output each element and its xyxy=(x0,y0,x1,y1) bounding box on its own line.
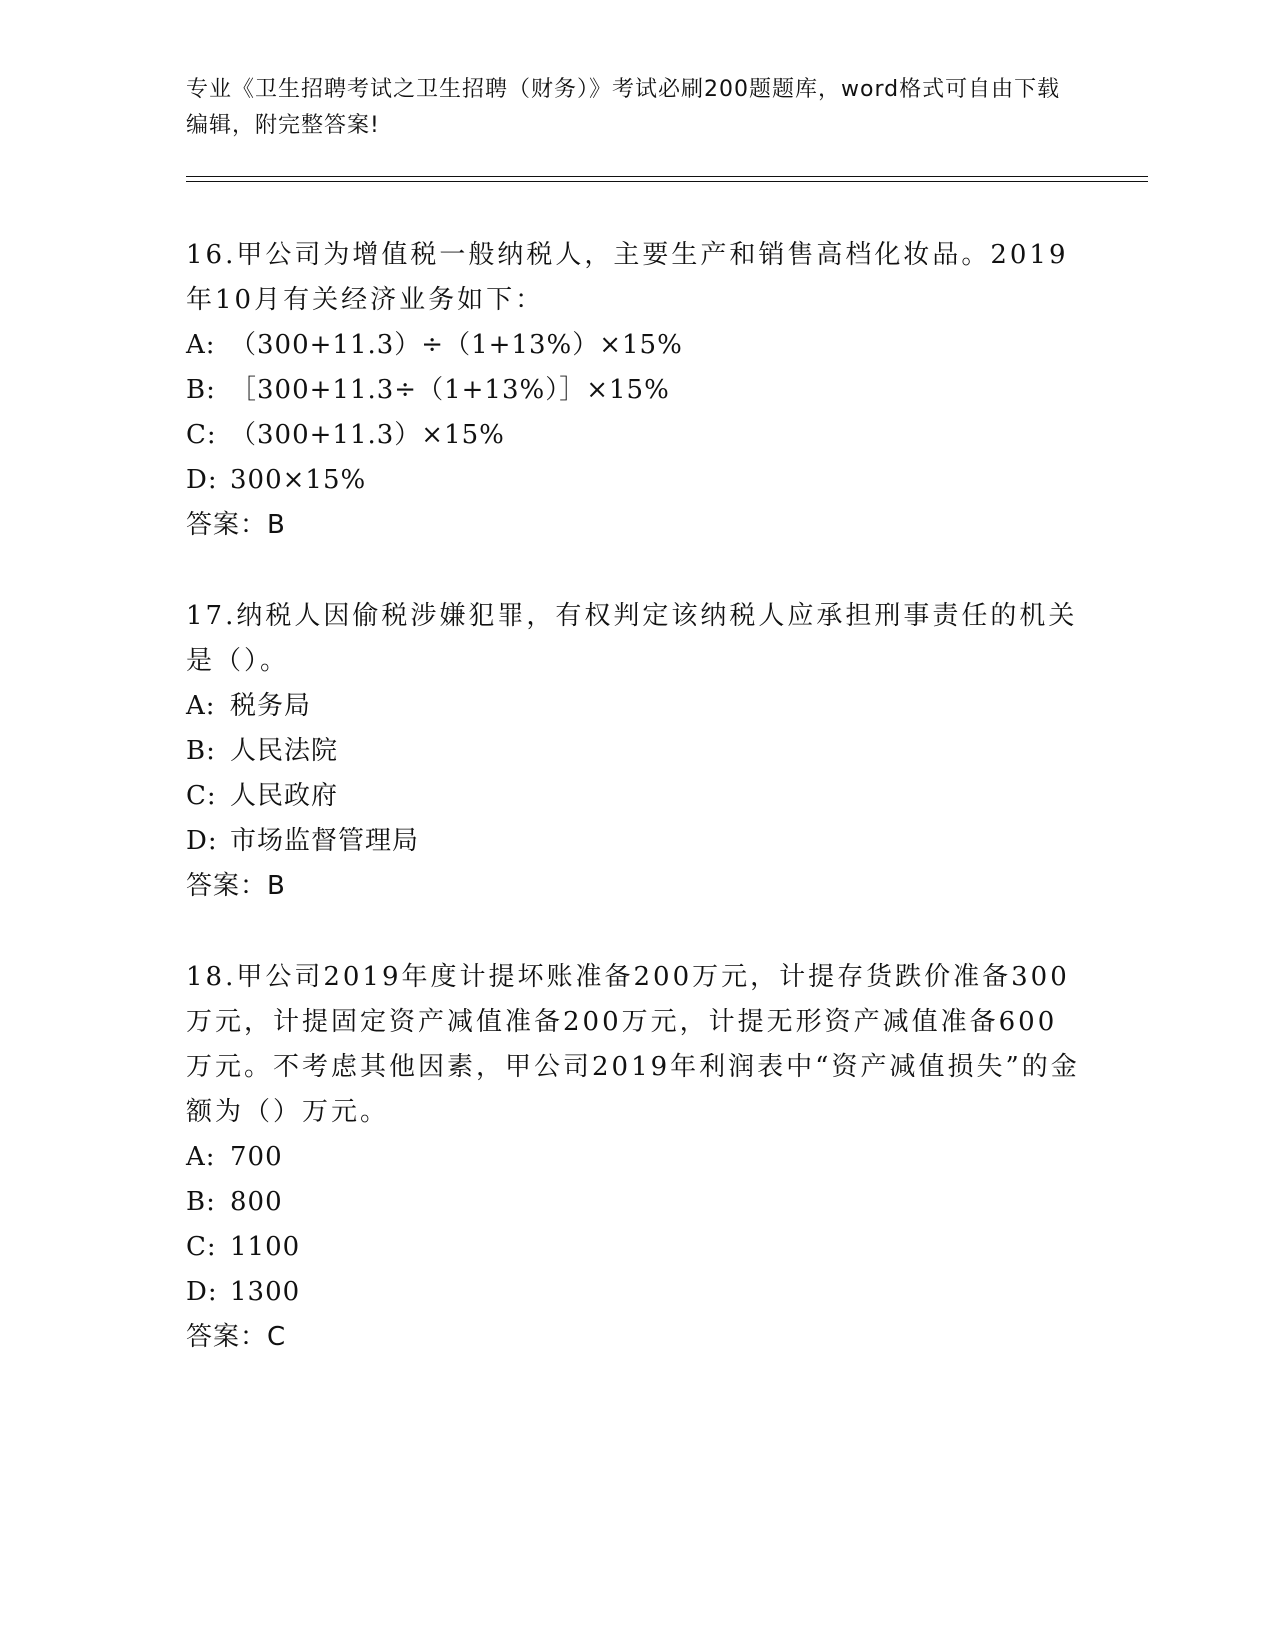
option-a xyxy=(186,1135,1086,1180)
option-c xyxy=(186,413,1086,458)
option-text: ［300+11.3÷（1+13%）］×15% xyxy=(230,375,670,405)
option-text: （300+11.3）×15% xyxy=(230,420,505,450)
option-letter: C: xyxy=(186,1232,217,1262)
option-letter: B: xyxy=(186,375,216,405)
header-divider-bottom xyxy=(186,181,1148,182)
option-b xyxy=(186,729,1086,774)
option-letter: D: xyxy=(186,826,218,856)
option-text: 税务局 xyxy=(230,691,312,721)
option-b xyxy=(186,368,1086,413)
option-letter: D: xyxy=(186,1277,218,1307)
option-a xyxy=(186,323,1086,368)
option-c xyxy=(186,1225,1086,1270)
option-text: 人民法院 xyxy=(230,736,339,766)
question-stem: 17.纳税人因偷税涉嫌犯罪，有权判定该纳税人应承担刑事责任的机关是（）。 xyxy=(186,601,1078,676)
option-d xyxy=(186,458,1086,503)
document-header: 专业《卫生招聘考试之卫生招聘（财务）》考试必刷200题题库，word格式可自由下载编辑，附完整答案! xyxy=(186,77,1061,138)
option-text: 人民政府 xyxy=(230,781,339,811)
question-list xyxy=(186,233,1086,1360)
question-16 xyxy=(186,233,1086,548)
answer-line: 答案：C xyxy=(186,1322,287,1352)
option-letter: C: xyxy=(186,781,217,811)
option-letter: B: xyxy=(186,736,216,766)
question-stem: 16.甲公司为增值税一般纳税人，主要生产和销售高档化妆品。2019年10月有关经济业务如下： xyxy=(186,240,1069,315)
question-17 xyxy=(186,594,1086,909)
question-stem: 18.甲公司2019年度计提坏账准备200万元，计提存货跌价准备300万元，计提固定资产减值准备200万元，计提无形资产减值准备600万元。不考虑其他因素，甲公司2019年利润表中“资产减值损失”的金额为（）万元。 xyxy=(186,962,1080,1127)
option-text: 市场监督管理局 xyxy=(230,826,420,856)
answer-line: 答案：B xyxy=(186,510,286,540)
option-letter: C: xyxy=(186,420,217,450)
option-text: 700 xyxy=(230,1142,283,1172)
option-c xyxy=(186,774,1086,819)
option-text: 300×15% xyxy=(230,465,367,495)
option-letter: A: xyxy=(186,691,216,721)
option-letter: A: xyxy=(186,330,216,360)
option-a xyxy=(186,684,1086,729)
option-text: 800 xyxy=(230,1187,283,1217)
header-divider-top xyxy=(186,176,1148,177)
question-18 xyxy=(186,955,1086,1360)
option-d xyxy=(186,1270,1086,1315)
option-letter: D: xyxy=(186,465,218,495)
answer-line: 答案：B xyxy=(186,871,286,901)
option-letter: A: xyxy=(186,1142,216,1172)
option-text: 1100 xyxy=(230,1232,301,1262)
option-text: （300+11.3）÷（1+13%）×15% xyxy=(230,330,683,360)
option-d xyxy=(186,819,1086,864)
option-text: 1300 xyxy=(230,1277,301,1307)
option-b xyxy=(186,1180,1086,1225)
option-letter: B: xyxy=(186,1187,216,1217)
